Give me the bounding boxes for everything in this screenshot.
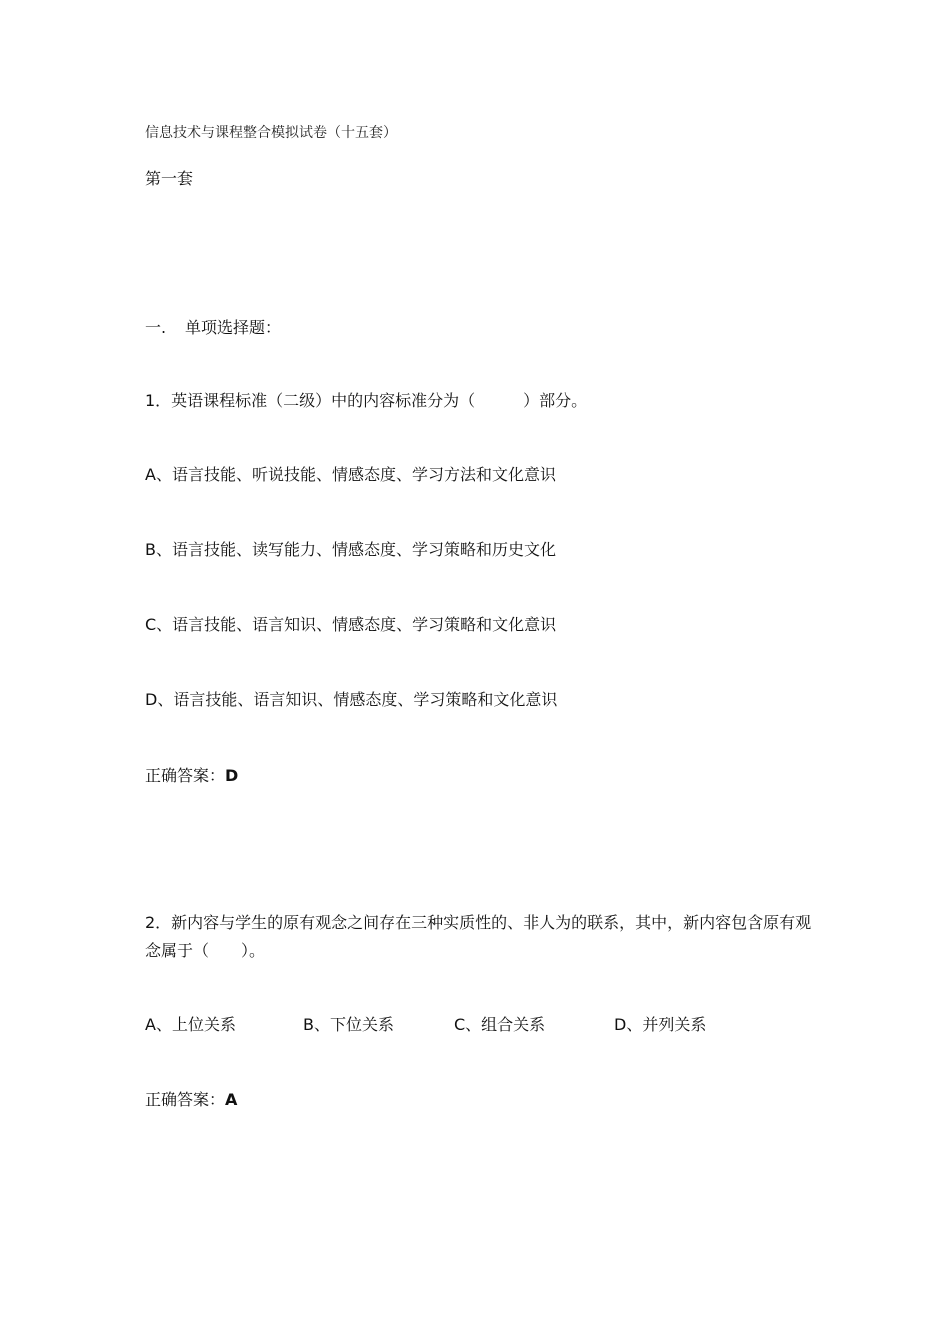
- answer-value: A: [225, 1090, 238, 1109]
- question-2-option-b: B、下位关系: [303, 1015, 394, 1034]
- section-number: 一.: [145, 318, 167, 337]
- question-1-text: 1．英语课程标准（二级）中的内容标准分为（ ）部分。: [145, 391, 588, 410]
- answer-label: 正确答案：: [145, 766, 226, 785]
- set-title: 第一套: [145, 169, 194, 188]
- question-2-option-c: C、组合关系: [454, 1015, 546, 1034]
- question-1-answer: [145, 766, 238, 785]
- question-1-option-b: B、语言技能、读写能力、情感态度、学习策略和历史文化: [145, 540, 556, 559]
- question-2-option-a: A、上位关系: [145, 1015, 236, 1034]
- question-2-text: 2．新内容与学生的原有观念之间存在三种实质性的、非人为的联系，其中，新内容包含原有观念属于（ ）。: [145, 913, 812, 960]
- question-2-answer: [145, 1090, 237, 1109]
- answer-label: 正确答案：: [145, 1090, 226, 1109]
- question-2-option-d: D、并列关系: [614, 1015, 707, 1034]
- answer-value: D: [225, 766, 239, 785]
- question-1-option-a: A、语言技能、听说技能、情感态度、学习方法和文化意识: [145, 465, 556, 484]
- section-title: 单项选择题：: [185, 318, 282, 337]
- section-heading: [145, 318, 281, 337]
- document-title: 信息技术与课程整合模拟试卷（十五套）: [145, 125, 397, 141]
- question-1-option-d: D、语言技能、语言知识、情感态度、学习策略和文化意识: [145, 690, 558, 709]
- question-1-option-c: C、语言技能、语言知识、情感态度、学习策略和文化意识: [145, 615, 557, 634]
